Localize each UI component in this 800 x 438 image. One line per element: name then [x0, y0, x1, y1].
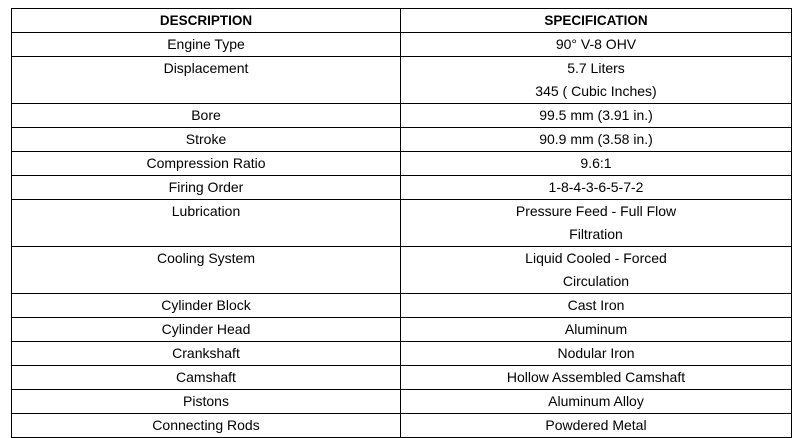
table-row	[12, 200, 792, 247]
table-row	[12, 33, 792, 57]
specification-line: 5.7 Liters	[567, 60, 625, 76]
description-cell: Connecting Rods	[12, 414, 401, 438]
table-row	[12, 247, 792, 294]
specification-line: 9.6:1	[580, 155, 612, 171]
table-row	[12, 366, 792, 390]
description-cell: Pistons	[12, 390, 401, 414]
specification-line: Hollow Assembled Camshaft	[506, 369, 686, 385]
specification-line: 1-8-4-3-6-5-7-2	[548, 179, 644, 195]
specification-line: Aluminum	[564, 321, 628, 337]
table-row	[12, 414, 792, 438]
description-cell: Cylinder Head	[12, 318, 401, 342]
specification-cell	[401, 152, 792, 176]
specification-line: 345 ( Cubic Inches)	[535, 83, 657, 99]
table-row	[12, 390, 792, 414]
specification-line: Liquid Cooled - Forced	[525, 250, 667, 266]
table-row	[12, 294, 792, 318]
specification-line: Powdered Metal	[545, 417, 647, 433]
table-row	[12, 152, 792, 176]
table-row	[12, 57, 792, 104]
table-row	[12, 342, 792, 366]
specification-line: Nodular Iron	[557, 345, 635, 361]
specification-cell	[401, 342, 792, 366]
specification-cell	[401, 104, 792, 128]
specification-line: Pressure Feed - Full Flow	[515, 203, 677, 219]
table-row	[12, 128, 792, 152]
specification-cell	[401, 247, 792, 294]
engine-spec-table	[11, 8, 792, 438]
table-row	[12, 176, 792, 200]
specification-line: 90° V-8 OHV	[555, 36, 637, 52]
specification-cell	[401, 200, 792, 247]
specification-line: Circulation	[562, 273, 630, 289]
description-cell: Cooling System	[12, 247, 401, 294]
specification-cell	[401, 414, 792, 438]
specification-cell	[401, 128, 792, 152]
specification-line: Aluminum Alloy	[548, 393, 644, 409]
table-row	[12, 104, 792, 128]
description-cell: Camshaft	[12, 366, 401, 390]
specification-header: SPECIFICATION	[401, 9, 792, 33]
specification-line: 90.9 mm (3.58 in.)	[539, 131, 653, 147]
description-cell: Bore	[12, 104, 401, 128]
specification-cell	[401, 390, 792, 414]
description-cell: Lubrication	[12, 200, 401, 247]
table-row	[12, 318, 792, 342]
description-cell: Engine Type	[12, 33, 401, 57]
specification-line: 99.5 mm (3.91 in.)	[539, 107, 653, 123]
specification-cell	[401, 176, 792, 200]
specification-line: Filtration	[569, 226, 623, 242]
specification-cell	[401, 294, 792, 318]
description-cell: Stroke	[12, 128, 401, 152]
specification-cell	[401, 366, 792, 390]
description-cell: Crankshaft	[12, 342, 401, 366]
description-cell: Firing Order	[12, 176, 401, 200]
description-cell: Cylinder Block	[12, 294, 401, 318]
specification-line: Cast Iron	[567, 297, 625, 313]
specification-cell	[401, 318, 792, 342]
description-cell: Compression Ratio	[12, 152, 401, 176]
description-header: DESCRIPTION	[12, 9, 401, 33]
specification-cell	[401, 33, 792, 57]
description-cell: Displacement	[12, 57, 401, 104]
specification-cell	[401, 57, 792, 104]
header-row	[12, 9, 792, 33]
